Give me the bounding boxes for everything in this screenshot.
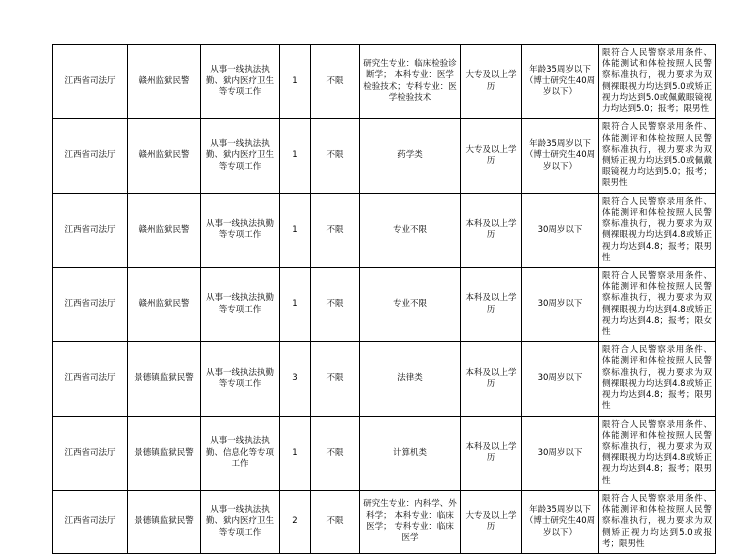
cell-education bbox=[461, 342, 522, 416]
cell-text: 不限 bbox=[326, 76, 344, 87]
cell-text: 本科及以上学历 bbox=[465, 442, 517, 464]
cell-job bbox=[201, 342, 280, 416]
cell-text: 法律类 bbox=[397, 373, 423, 384]
cell-text: 从事一线执法执勤、信息化等专项工作 bbox=[205, 436, 274, 469]
cell-text: 1 bbox=[292, 224, 298, 235]
cell-text: 赣州监狱民警 bbox=[138, 76, 190, 87]
cell-count bbox=[280, 45, 311, 119]
cell-job bbox=[201, 193, 280, 267]
cell-text: 不限 bbox=[326, 516, 344, 527]
cell-text: 不限 bbox=[326, 224, 344, 235]
cell-text: 赣州监狱民警 bbox=[138, 224, 190, 235]
table-row bbox=[53, 267, 716, 341]
cell-major bbox=[360, 342, 461, 416]
cell-other bbox=[599, 267, 716, 341]
cell-education bbox=[461, 267, 522, 341]
cell-education bbox=[461, 193, 522, 267]
cell-text: 30周岁以下 bbox=[537, 373, 583, 384]
cell-unit bbox=[53, 267, 128, 341]
cell-org bbox=[128, 193, 201, 267]
cell-text: 30周岁以下 bbox=[537, 298, 583, 309]
cell-text: 从事一线执法执勤、狱内医疗卫生等专项工作 bbox=[205, 64, 274, 98]
cell-count bbox=[280, 267, 311, 341]
cell-org bbox=[128, 45, 201, 119]
cell-text: 从事一线执法执勤、狱内医疗卫生等专项工作 bbox=[205, 139, 274, 172]
cell-gender bbox=[311, 267, 360, 341]
cell-text: 限符合人民警察录用条件、体能测评和体检按照人民警察标准执行，视力要求为双侧矫正视力均达到5.0或报考；限男性 bbox=[602, 493, 712, 549]
table-body bbox=[53, 45, 716, 554]
cell-text: 计算机类 bbox=[392, 447, 427, 458]
cell-text: 30周岁以下 bbox=[537, 447, 583, 458]
cell-job bbox=[201, 416, 280, 490]
cell-text: 赣州监狱民警 bbox=[138, 150, 190, 161]
cell-count bbox=[280, 416, 311, 490]
cell-job bbox=[201, 267, 280, 341]
cell-major bbox=[360, 45, 461, 119]
cell-text: 本科及以上学历 bbox=[465, 367, 517, 389]
cell-gender bbox=[311, 119, 360, 193]
cell-text: 不限 bbox=[326, 150, 344, 161]
cell-text: 从事一线执法执勤、狱内医疗卫生等专项工作 bbox=[205, 505, 274, 538]
cell-text: 大专及以上学历 bbox=[465, 510, 517, 532]
table-row bbox=[53, 342, 716, 416]
cell-text: 从事一线执法执勤等专项工作 bbox=[205, 219, 274, 241]
cell-org bbox=[128, 416, 201, 490]
cell-text: 药学类 bbox=[397, 150, 423, 161]
cell-text: 限符合人民警察录用条件、体能测评和体检按照人民警察标准执行，视力要求为双侧裸眼视力均达到4.8或矫正视力均达到4.8；报考；限男性 bbox=[602, 419, 712, 486]
cell-text: 江西省司法厅 bbox=[64, 447, 116, 458]
cell-text: 江西省司法厅 bbox=[64, 298, 116, 309]
cell-text: 江西省司法厅 bbox=[64, 150, 116, 161]
cell-text: 不限 bbox=[326, 298, 344, 309]
cell-text: 年龄35周岁以下（博士研究生40周岁以下） bbox=[524, 505, 596, 538]
cell-text: 赣州监狱民警 bbox=[138, 298, 190, 309]
cell-text: 3 bbox=[292, 373, 298, 384]
cell-text: 30周岁以下 bbox=[537, 224, 583, 235]
cell-gender bbox=[311, 193, 360, 267]
cell-text: 景德镇监狱民警 bbox=[134, 516, 194, 527]
cell-text: 1 bbox=[292, 76, 298, 87]
cell-text: 1 bbox=[292, 447, 298, 458]
cell-org bbox=[128, 267, 201, 341]
cell-age bbox=[522, 267, 599, 341]
cell-major bbox=[360, 267, 461, 341]
cell-text: 大专及以上学历 bbox=[465, 70, 517, 92]
cell-unit bbox=[53, 119, 128, 193]
cell-text: 年龄35周岁以下（博士研究生40周岁以下） bbox=[524, 64, 596, 98]
cell-org bbox=[128, 119, 201, 193]
cell-count bbox=[280, 193, 311, 267]
cell-text: 2 bbox=[292, 516, 298, 527]
cell-text: 研究生专业：临床检验诊断学； 本科专业：医学检验技术；专科专业：医学检验技术 bbox=[363, 59, 457, 103]
cell-education bbox=[461, 416, 522, 490]
cell-text: 江西省司法厅 bbox=[64, 373, 116, 384]
cell-text: 1 bbox=[292, 150, 298, 161]
cell-text: 本科及以上学历 bbox=[465, 219, 517, 241]
cell-education bbox=[461, 45, 522, 119]
cell-text: 研究生专业：内科学、外科学； 本科专业：临床医学； 专科专业：临床医学 bbox=[363, 499, 457, 544]
cell-job bbox=[201, 45, 280, 119]
cell-unit bbox=[53, 416, 128, 490]
cell-org bbox=[128, 342, 201, 416]
cell-gender bbox=[311, 45, 360, 119]
cell-other bbox=[599, 416, 716, 490]
cell-age bbox=[522, 342, 599, 416]
cell-text: 限符合人民警察录用条件、体能测评和体检按照人民警察标准执行，视力要求为双侧裸眼视力均达到4.8或矫正视力均达到4.8；报考；限男性 bbox=[602, 345, 712, 412]
cell-text: 限符合人民警察录用条件、体能测试和体检按照人民警察标准执行，视力要求为双侧裸眼视力均达到5.0或矫正视力均达到5.0或佩戴眼镜视力均达到5.0；报考；限男性 bbox=[602, 48, 712, 115]
cell-text: 1 bbox=[292, 298, 298, 309]
cell-text: 江西省司法厅 bbox=[64, 516, 116, 527]
cell-text: 本科及以上学历 bbox=[465, 293, 517, 315]
cell-text: 限符合人民警察录用条件、体能测评和体检按照人民警察标准执行，视力要求为双侧裸眼视力均达到4.8或矫正视力均达到4.8；报考；限女性 bbox=[602, 270, 712, 338]
cell-major bbox=[360, 119, 461, 193]
cell-age bbox=[522, 119, 599, 193]
cell-job bbox=[201, 119, 280, 193]
cell-text: 景德镇监狱民警 bbox=[134, 447, 194, 458]
cell-text: 年龄35周岁以下（博士研究生40周岁以下） bbox=[524, 139, 596, 172]
table-row bbox=[53, 45, 716, 119]
cell-text: 专业不限 bbox=[392, 298, 427, 309]
cell-unit bbox=[53, 342, 128, 416]
cell-text: 不限 bbox=[326, 447, 344, 458]
cell-major bbox=[360, 193, 461, 267]
cell-text: 江西省司法厅 bbox=[64, 224, 116, 235]
recruitment-table bbox=[52, 44, 716, 554]
cell-major bbox=[360, 416, 461, 490]
cell-text: 限符合人民警察录用条件、体能测评和体检按照人民警察标准执行，视力要求为双侧矫正视力均达到5.0或佩戴眼镜视力均达到5.0；报考；限男性 bbox=[602, 122, 712, 189]
cell-gender bbox=[311, 416, 360, 490]
cell-other bbox=[599, 193, 716, 267]
cell-text: 从事一线执法执勤等专项工作 bbox=[205, 293, 274, 315]
cell-other bbox=[599, 342, 716, 416]
table-row bbox=[53, 193, 716, 267]
cell-text: 不限 bbox=[326, 373, 344, 384]
cell-gender bbox=[311, 342, 360, 416]
cell-other bbox=[599, 119, 716, 193]
cell-text: 限符合人民警察录用条件、体能测评和体检按照人民警察标准执行，视力要求为双侧裸眼视力均达到4.8或矫正视力均达到4.8；报考；限男性 bbox=[602, 196, 712, 263]
cell-other bbox=[599, 45, 716, 119]
cell-text: 景德镇监狱民警 bbox=[134, 373, 194, 384]
cell-text: 从事一线执法执勤等专项工作 bbox=[205, 367, 274, 389]
cell-age bbox=[522, 45, 599, 119]
cell-unit bbox=[53, 193, 128, 267]
cell-count bbox=[280, 342, 311, 416]
cell-text: 江西省司法厅 bbox=[64, 76, 116, 87]
cell-education bbox=[461, 119, 522, 193]
table-row bbox=[53, 119, 716, 193]
cell-text: 大专及以上学历 bbox=[465, 144, 517, 166]
table-row bbox=[53, 416, 716, 490]
cell-text: 专业不限 bbox=[392, 224, 427, 235]
cell-age bbox=[522, 416, 599, 490]
cell-unit bbox=[53, 45, 128, 119]
cell-count bbox=[280, 119, 311, 193]
cell-age bbox=[522, 193, 599, 267]
